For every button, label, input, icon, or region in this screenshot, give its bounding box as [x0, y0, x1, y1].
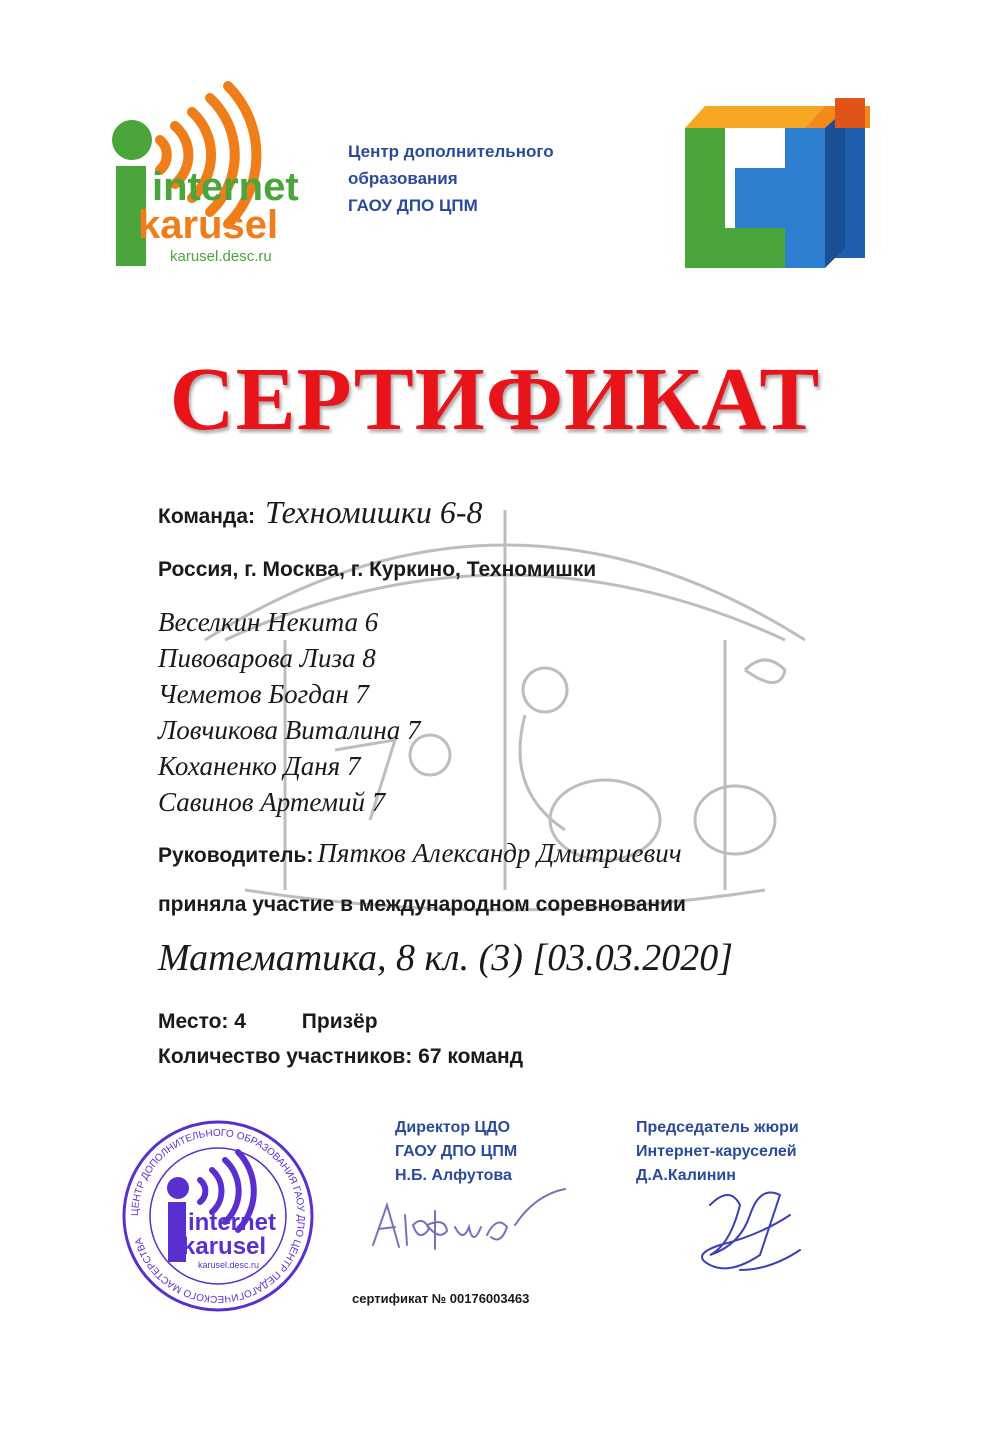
- leader-label: Руководитель:: [158, 844, 314, 867]
- org-line: ГАОУ ДПО ЦПМ: [348, 196, 478, 215]
- member-item: Чеметов Богдан 7: [158, 679, 370, 709]
- team-row: [158, 494, 482, 531]
- leader-row: [158, 838, 682, 869]
- director-line: Директор ЦДО: [395, 1119, 511, 1136]
- svg-text:karusel: karusel: [182, 1233, 267, 1260]
- org-line: Центр дополнительного: [348, 142, 554, 161]
- director-signature-block: [395, 1116, 517, 1188]
- member-item: Ловчикова Виталина 7: [158, 715, 421, 745]
- participants-row: [158, 1045, 523, 1069]
- member-item: Веселкин Некита 6: [158, 607, 379, 637]
- participants-value: 67 команд: [418, 1045, 524, 1068]
- leader-name: Пятков Александр Дмитриевич: [317, 838, 682, 868]
- team-location: Россия, г. Москва, г. Куркино, Техномишки: [158, 558, 597, 581]
- certificate-number: сертификат № 00176003463: [352, 1291, 530, 1306]
- chairman-signature: [680, 1175, 820, 1285]
- place-value: 4: [234, 1010, 246, 1033]
- member-list: [158, 604, 421, 820]
- chairman-line: Интернет-каруселей: [636, 1143, 797, 1160]
- chairman-line: Председатель жюри: [636, 1119, 799, 1136]
- director-line: Н.Б. Алфутова: [395, 1167, 512, 1184]
- place-row: [158, 1010, 378, 1034]
- organization-name: [348, 138, 554, 219]
- svg-text:karusel.desc.ru: karusel.desc.ru: [198, 1260, 260, 1270]
- certificate-title: СЕРТИФИКАТ: [169, 350, 821, 449]
- svg-text:karusel.desc.ru: karusel.desc.ru: [170, 248, 272, 265]
- member-item: Пивоварова Лиза 8: [158, 643, 376, 673]
- place-status: Призёр: [301, 1010, 378, 1033]
- team-label: Команда:: [158, 505, 255, 528]
- org-line: образования: [348, 169, 458, 188]
- internet-karusel-logo: [100, 78, 315, 273]
- team-name: Техномишки 6-8: [265, 494, 483, 530]
- svg-text:karusel: karusel: [138, 203, 279, 247]
- svg-text:internet: internet: [152, 165, 299, 209]
- svg-text:ЦЕНТР ДОПОЛНИТЕЛЬНОГО ОБРАЗОВА: ЦЕНТР ДОПОЛНИТЕЛЬНОГО ОБРАЗОВАНИЯ ГАОУ ДПО ЦЕНТР ПЕДАГОГИЧЕСКОГО МАСТЕРСТВА: [129, 1127, 307, 1305]
- director-signature: [365, 1185, 575, 1265]
- competition-name: Математика, 8 кл. (3) [03.03.2020]: [158, 937, 733, 979]
- organization-stamp: [120, 1118, 316, 1314]
- cpm-logo: [685, 98, 870, 280]
- member-item: Савинов Артемий 7: [158, 787, 386, 817]
- participants-label: Количество участников:: [158, 1045, 413, 1068]
- place-label: Место:: [158, 1010, 229, 1033]
- participation-text: приняла участие в международном соревновании: [158, 893, 686, 916]
- svg-text:internet: internet: [188, 1209, 277, 1236]
- member-item: Коханенко Даня 7: [158, 751, 361, 781]
- chairman-line: Д.А.Калинин: [636, 1167, 736, 1184]
- director-line: ГАОУ ДПО ЦПМ: [395, 1143, 518, 1160]
